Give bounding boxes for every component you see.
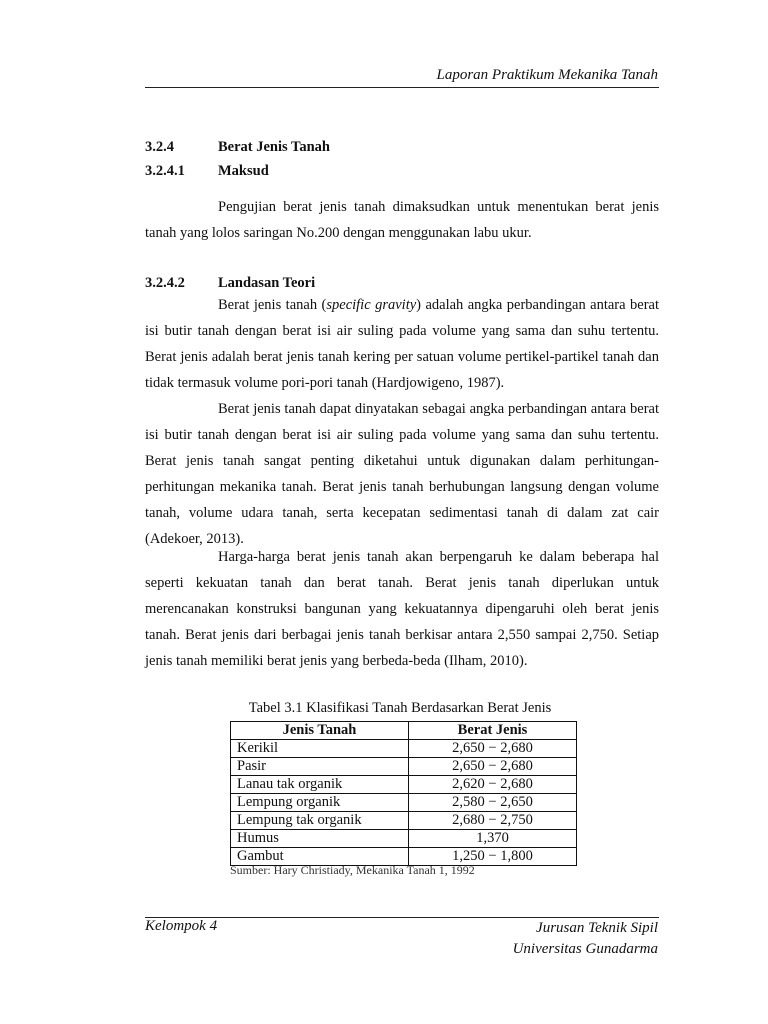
table-cell: 2,580 − 2,650 [409,794,577,812]
teori-p1-text-cont: ) adalah angka perbandingan antara berat isi butir tanah dengan berat isi air suling pada volume yang sama dan suhu tertentu. Berat jenis adalah berat jenis tanah kering per satuan volume pertikel-partikel tanah dan tidak termasuk volume pori-pori tanah (Hardjowigeno, 1987). [145,297,659,391]
table-caption [0,700,768,717]
running-header: Laporan Praktikum Mekanika Tanah [436,67,658,83]
table-cell: 1,370 [409,830,577,848]
footer-department: Jurusan Teknik Sipil [536,920,658,936]
table-cell: 2,650 − 2,680 [409,740,577,758]
teori-paragraph-1 [145,292,659,396]
table-cell: Lempung tak organik [231,812,409,830]
section-number: 3.2.4.1 [145,163,185,179]
section-title: Landasan Teori [218,275,316,291]
table-cell: 2,650 − 2,680 [409,758,577,776]
teori-p1-text: Berat jenis tanah ( [218,297,327,313]
table-cell: 2,620 − 2,680 [409,776,577,794]
section-heading-3-2-4-2 [145,275,315,292]
table-cell: Pasir [231,758,409,776]
soil-classification-table [230,721,577,866]
table-header-cell: Berat Jenis [409,722,577,740]
table-cell: 2,680 − 2,750 [409,812,577,830]
table-row [231,776,577,794]
table-cell: Lempung organik [231,794,409,812]
footer-group: Kelompok 4 [145,918,218,934]
table-cell: Humus [231,830,409,848]
section-title: Berat Jenis Tanah [218,139,330,155]
teori-p1-italic-term: specific gravity [326,297,417,313]
table-cell: Gambut [231,848,409,866]
table-source-note: Sumber: Hary Christiady, Mekanika Tanah 1, 1992 [230,863,475,877]
table-row [231,812,577,830]
table-header-cell: Jenis Tanah [231,722,409,740]
section-heading-3-2-4 [145,139,330,156]
footer-institution [513,918,658,960]
table-cell: 1,250 − 1,800 [409,848,577,866]
table-row [231,740,577,758]
section-number: 3.2.4.2 [145,275,185,291]
footer-university: Universitas Gunadarma [512,941,658,957]
table-cell: Lanau tak organik [231,776,409,794]
table-row [231,758,577,776]
teori-paragraph-2: Berat jenis tanah dapat dinyatakan sebagai angka perbandingan antara berat isi butir tanah dengan berat isi air suling pada volume yang sama dan suhu tertentu. Berat jenis tanah sangat penting diketahui untuk digunakan dalam perhitungan-perhitungan mekanika tanah. Berat jenis tanah berhubungan langsung dengan volume tanah, volume udara tanah, serta kecepatan sedimentasi tanah di dalam zat cair (Adekoer, 2013). [145,401,659,547]
table-row [231,794,577,812]
teori-paragraph-3: Harga-harga berat jenis tanah akan berpengaruh ke dalam beberapa hal seperti kekuatan tanah dan berat tanah. Berat jenis tanah diperlukan untuk merencanakan konstruksi bangunan yang kekuatannya dipengaruhi oleh berat jenis tanah. Berat jenis dari berbagai jenis tanah berkisar antara 2,550 sampai 2,750. Setiap jenis tanah memiliki berat jenis yang berbeda-beda (Ilham, 2010). [145,549,659,669]
section-number: 3.2.4 [145,139,174,155]
table-row [231,830,577,848]
section-title: Maksud [218,163,269,179]
maksud-paragraph: Pengujian berat jenis tanah dimaksudkan untuk menentukan berat jenis tanah yang lolos saringan No.200 dengan menggunakan labu ukur. [145,199,659,241]
table-header-row [231,722,577,740]
section-heading-3-2-4-1 [145,163,269,180]
table-cell: Kerikil [231,740,409,758]
header-rule [145,87,659,88]
table-caption-text: Tabel 3.1 Klasifikasi Tanah Berdasarkan Berat Jenis [248,700,552,716]
